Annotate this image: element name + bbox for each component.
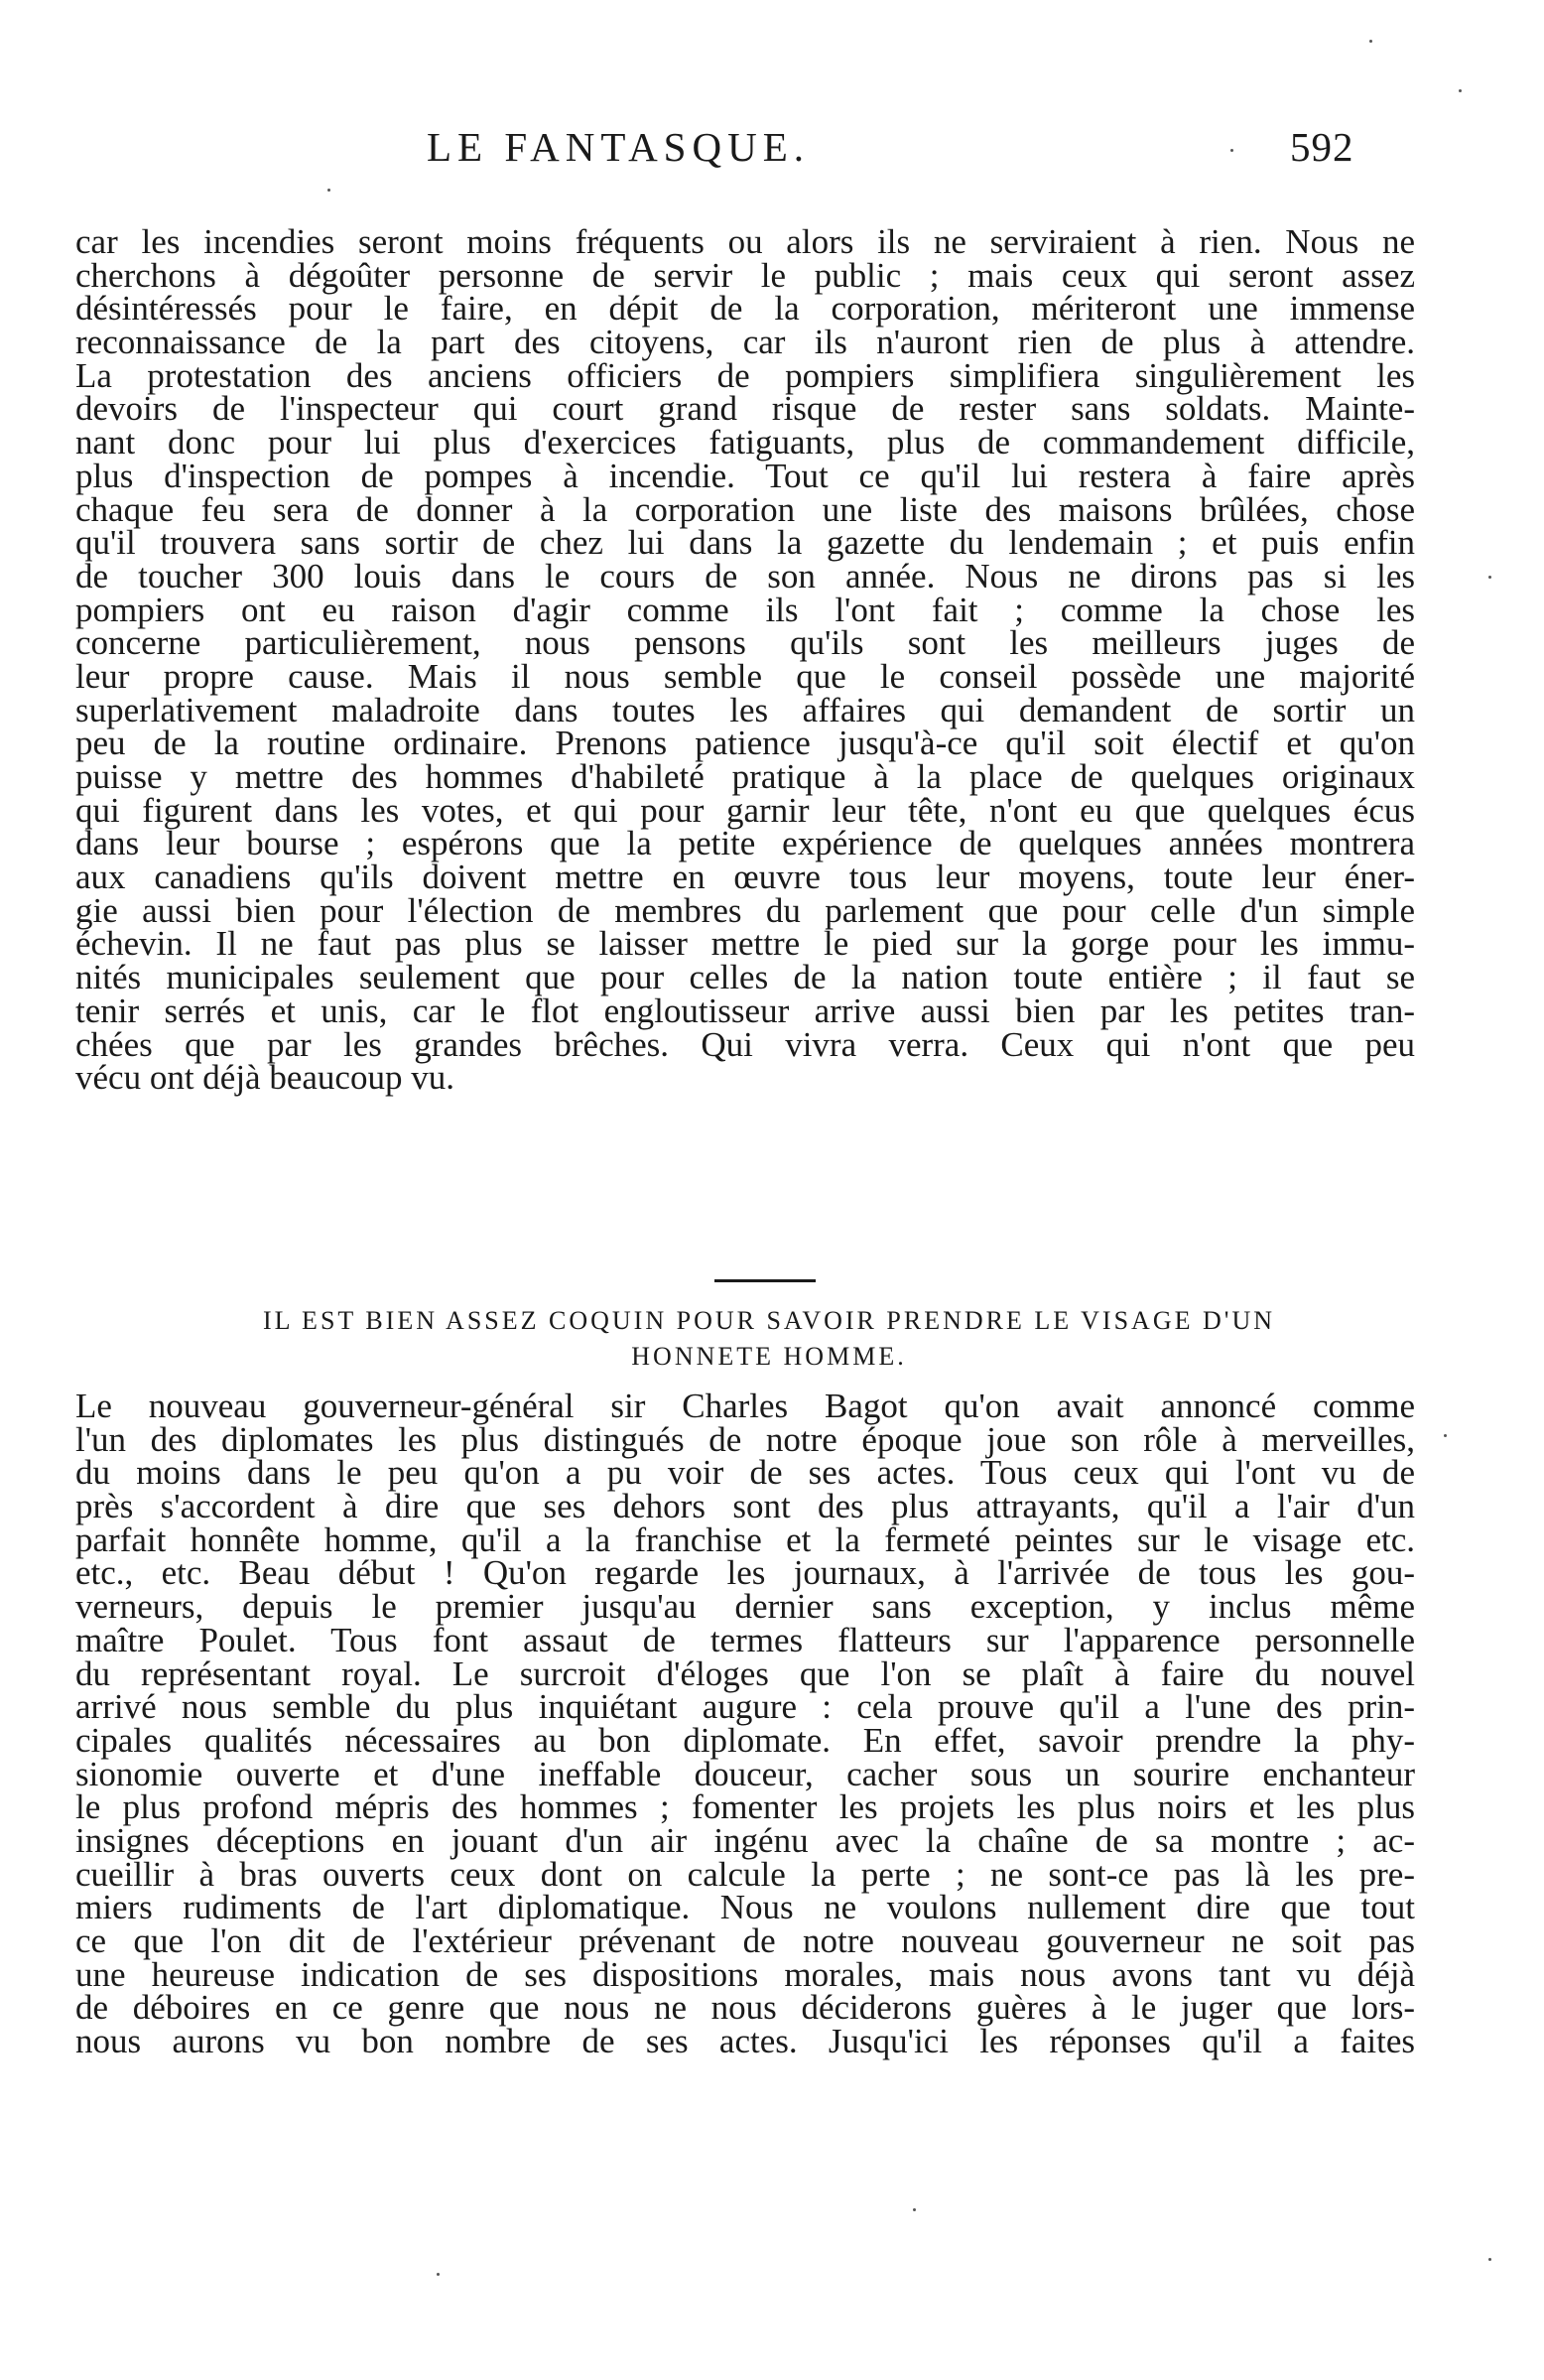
running-title: LE FANTASQUE. <box>427 124 811 170</box>
print-speck <box>327 189 330 192</box>
text-line: cipales qualités nécessaires au bon diplomate. En effet, savoir prendre la phy- <box>75 1720 1415 1760</box>
text-line: chaque feu sera de donner à la corporation une liste des maisons brûlées, chose <box>75 489 1415 529</box>
text-line: qui figurent dans les votes, et qui pour garnir leur tête, n'ont eu que quelques écus <box>75 790 1415 830</box>
text-line: pompiers ont eu raison d'agir comme ils l'ont fait ; comme la chose les <box>75 590 1415 629</box>
text-line: leur propre cause. Mais il nous semble que le conseil possède une majorité <box>75 656 1415 696</box>
section-heading: IL EST BIEN ASSEZ COQUIN POUR SAVOIR PRENDRE LE VISAGE D'UN <box>262 1306 1275 1335</box>
print-speck <box>1230 149 1233 152</box>
text-line: l'un des diplomates les plus distingués de notre époque joue son rôle à merveilles, <box>75 1419 1415 1459</box>
text-line: Le nouveau gouverneur-général sir Charles Bagot qu'on avait annoncé comme <box>75 1387 1415 1425</box>
text-line: dans leur bourse ; espérons que la petite expérience de quelques années montrera <box>75 824 1415 863</box>
text-line: de déboires en ce genre que nous ne nous déciderons guères à le juger que lors- <box>75 1988 1415 2028</box>
print-speck <box>437 2273 440 2276</box>
text-line: plus d'inspection de pompes à incendie. Tout ce qu'il lui restera à faire après <box>75 456 1415 495</box>
text-line: nités municipales seulement que pour celles de la nation toute entière ; il faut se <box>75 958 1415 997</box>
text-line: superlativement maladroite dans toutes les affaires qui demandent de sortir un <box>75 690 1415 729</box>
section-heading-continuation: HONNETE HOMME. <box>631 1342 907 1371</box>
text-line: reconnaissance de la part des citoyens, car ils n'auront rien de plus à attendre. <box>75 323 1415 362</box>
text-line: du moins dans le peu qu'on a pu voir de ses actes. Tous ceux qui l'ont vu de <box>75 1453 1415 1493</box>
print-speck <box>1369 40 1372 43</box>
text-line: devoirs de l'inspecteur qui court grand risque de rester sans soldats. Mainte- <box>75 389 1415 429</box>
text-line: près s'accordent à dire que ses dehors sont des plus attrayants, qu'il a l'air d'un <box>75 1487 1415 1526</box>
text-line: La protestation des anciens officiers de pompiers simplifiera singulièrement les <box>75 355 1415 395</box>
text-line: gie aussi bien pour l'élection de membres du parlement que pour celle d'un simple <box>75 890 1415 930</box>
page-number: 592 <box>1290 124 1354 170</box>
print-speck <box>1488 2258 1491 2261</box>
text-line: de toucher 300 louis dans le cours de son année. Nous ne dirons pas si les <box>75 556 1415 595</box>
text-line: nous aurons vu bon nombre de ses actes. Jusqu'ici les réponses qu'il a faites <box>75 2022 1415 2061</box>
text-line: ce que l'on dit de l'extérieur prévenant de notre nouveau gouverneur ne soit pas <box>75 1921 1415 1960</box>
section-divider <box>714 1279 816 1282</box>
text-line: arrivé nous semble du plus inquiétant augure : cela prouve qu'il a l'une des prin- <box>75 1687 1415 1727</box>
text-line: désintéressés pour le faire, en dépit de la corporation, mériteront une immense <box>75 289 1415 329</box>
print-speck <box>913 2208 916 2211</box>
text-line: chées que par les grandes brêches. Qui vivra verra. Ceux qui n'ont que peu <box>75 1024 1415 1064</box>
text-line: échevin. Il ne faut pas plus se laisser mettre le pied sur la gorge pour les immu- <box>75 924 1415 964</box>
text-line: verneurs, depuis le premier jusqu'au dernier sans exception, y inclus même <box>75 1587 1415 1627</box>
text-line: vécu ont déjà beaucoup vu. <box>75 1058 454 1098</box>
text-line: puisse y mettre des hommes d'habileté pratique à la place de quelques originaux <box>75 757 1415 796</box>
text-line: miers rudiments de l'art diplomatique. Nous ne voulons nullement dire que tout <box>75 1888 1415 1927</box>
text-line: insignes déceptions en jouant d'un air ingénu avec la chaîne de sa montre ; ac- <box>75 1820 1415 1860</box>
text-line: car les incendies seront moins fréquents ou alors ils ne serviraient à rien. Nous ne <box>75 222 1415 261</box>
article-continuation <box>75 222 1415 1098</box>
text-line: qu'il trouvera sans sortir de chez lui dans la gazette du lendemain ; et puis enfin <box>75 523 1415 563</box>
text-line: le plus profond mépris des hommes ; fomenter les projets les plus noirs et les plus <box>75 1787 1415 1827</box>
text-line: cueillir à bras ouverts ceux dont on calcule la perte ; ne sont-ce pas là les pre- <box>75 1854 1415 1894</box>
text-line: une heureuse indication de ses dispositions morales, mais nous avons tant vu déjà <box>75 1954 1415 1994</box>
text-line: maître Poulet. Tous font assaut de termes flatteurs sur l'apparence personnelle <box>75 1620 1415 1659</box>
text-line: parfait honnête homme, qu'il a la franchise et la fermeté peintes sur le visage etc. <box>75 1520 1415 1559</box>
text-line: concerne particulièrement, nous pensons qu'ils sont les meilleurs juges de <box>75 623 1415 663</box>
text-line: peu de la routine ordinaire. Prenons patience jusqu'à-ce qu'il soit électif et qu'on <box>75 724 1415 763</box>
text-line: sionomie ouverte et d'une ineffable douceur, cacher sous un sourire enchanteur <box>75 1754 1415 1793</box>
print-speck <box>1488 576 1491 579</box>
article-body <box>75 1387 1415 2061</box>
text-line: nant donc pour lui plus d'exercices fatiguants, plus de commandement difficile, <box>75 423 1415 463</box>
text-line: etc., etc. Beau début ! Qu'on regarde les journaux, à l'arrivée de tous les gou- <box>75 1553 1415 1593</box>
text-line: aux canadiens qu'ils doivent mettre en œuvre tous leur moyens, toute leur éner- <box>75 858 1415 897</box>
text-line: cherchons à dégoûter personne de servir le public ; mais ceux qui seront assez <box>75 255 1415 295</box>
text-line: tenir serrés et unis, car le flot engloutisseur arrive aussi bien par les petites tran- <box>75 991 1415 1030</box>
print-speck <box>1444 1434 1447 1437</box>
print-speck <box>1459 89 1462 92</box>
text-line: du représentant royal. Le surcroit d'éloges que l'on se plaît à faire du nouvel <box>75 1653 1415 1693</box>
